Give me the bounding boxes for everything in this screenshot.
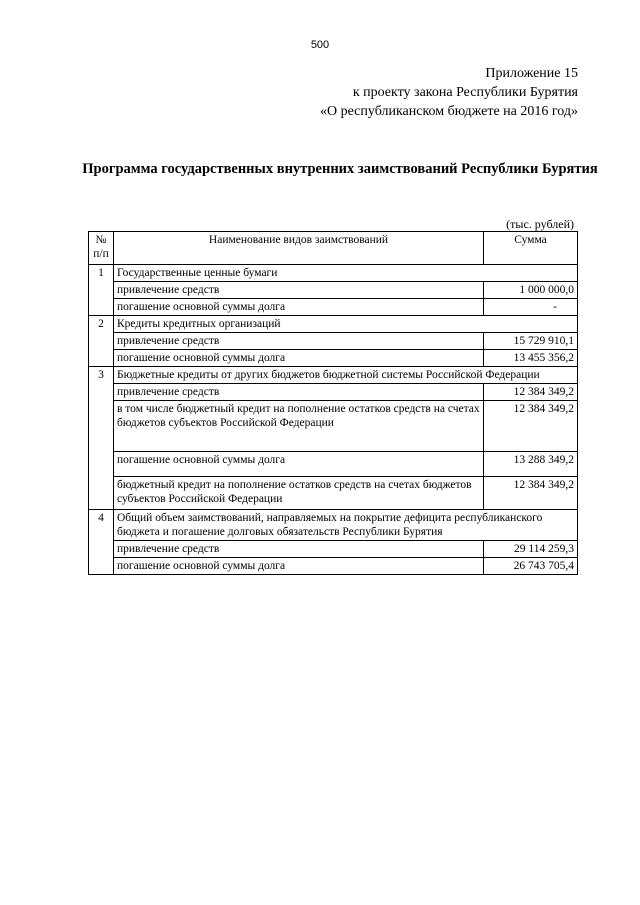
section-title: Государственные ценные бумаги: [114, 265, 578, 282]
section-row: [89, 510, 578, 541]
row-name: привлечение средств: [114, 333, 484, 350]
section-row: [89, 265, 578, 282]
section-number: 2: [89, 316, 114, 367]
table-row: [89, 477, 578, 510]
row-sum: -: [484, 299, 578, 316]
units-label: (тыс. рублей): [506, 217, 574, 231]
row-sum: 13 455 356,2: [484, 350, 578, 367]
row-name: привлечение средств: [114, 282, 484, 299]
header-sum: Сумма: [484, 232, 578, 265]
borrowings-table: [88, 231, 578, 575]
section-title: Общий объем заимствований, направляемых на покрытие дефицита республиканского бюджета и погашение долговых обязательств Республики Бурятия: [114, 510, 578, 541]
row-sum: 12 384 349,2: [484, 477, 578, 510]
row-sum: 13 288 349,2: [484, 452, 578, 477]
table-row: [89, 333, 578, 350]
header-name: Наименование видов заимствований: [114, 232, 484, 265]
row-sum: 15 729 910,1: [484, 333, 578, 350]
row-name: погашение основной суммы долга: [114, 350, 484, 367]
row-name: погашение основной суммы долга: [114, 558, 484, 575]
section-number: 3: [89, 367, 114, 510]
section-title: Кредиты кредитных организаций: [114, 316, 578, 333]
row-name: погашение основной суммы долга: [114, 299, 484, 316]
row-name: привлечение средств: [114, 541, 484, 558]
table-row: [89, 282, 578, 299]
table-header-row: [89, 232, 578, 265]
row-sum: 12 384 349,2: [484, 384, 578, 401]
section-row: [89, 316, 578, 333]
row-sum: 29 114 259,3: [484, 541, 578, 558]
table-row: [89, 299, 578, 316]
table-row: [89, 558, 578, 575]
appendix-header: [320, 64, 578, 121]
row-name: погашение основной суммы долга: [114, 452, 484, 477]
table-row: [89, 350, 578, 367]
row-name: бюджетный кредит на пополнение остатков средств на счетах бюджетов субъектов Российской Федерации: [114, 477, 484, 510]
section-row: [89, 367, 578, 384]
section-number: 1: [89, 265, 114, 316]
row-sum: 26 743 705,4: [484, 558, 578, 575]
appendix-line-3: «О республиканском бюджете на 2016 год»: [320, 104, 578, 119]
document-title: Программа государственных внутренних заимствований Республики Бурятия: [82, 161, 598, 177]
header-num: № п/п: [89, 232, 114, 265]
table-row: [89, 401, 578, 452]
section-number: 4: [89, 510, 114, 575]
table-row: [89, 384, 578, 401]
appendix-line-2: к проекту закона Республики Бурятия: [352, 85, 578, 100]
row-sum: 12 384 349,2: [484, 401, 578, 452]
row-name: привлечение средств: [114, 384, 484, 401]
row-sum: 1 000 000,0: [484, 282, 578, 299]
table-row: [89, 452, 578, 477]
section-title: Бюджетные кредиты от других бюджетов бюджетной системы Российской Федерации: [114, 367, 578, 384]
appendix-line-1: Приложение 15: [485, 66, 578, 81]
table-row: [89, 541, 578, 558]
page-number: 500: [310, 39, 330, 51]
row-name: в том числе бюджетный кредит на пополнение остатков средств на счетах бюджетов субъектов Российской Федерации: [114, 401, 484, 452]
